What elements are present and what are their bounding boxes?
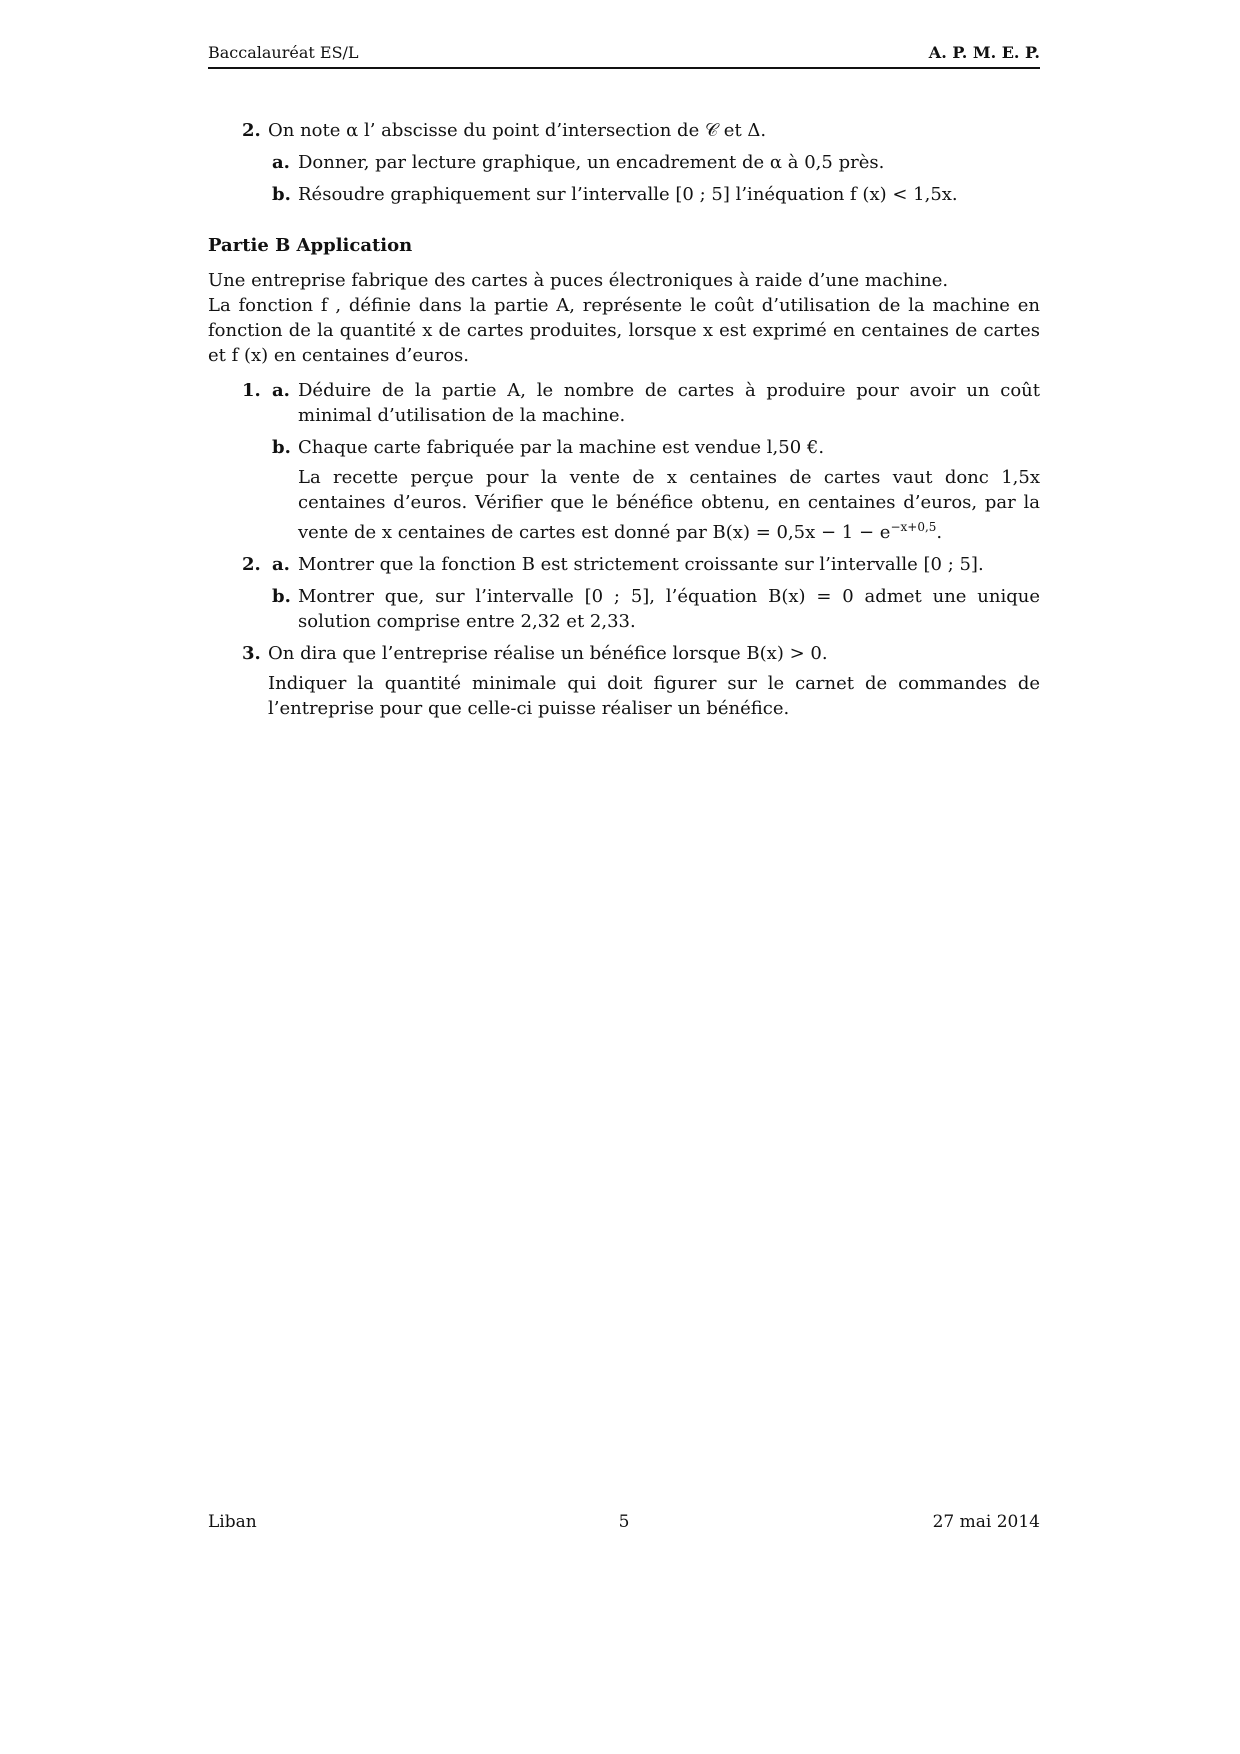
footer-date: 27 mai 2014 <box>932 1512 1040 1532</box>
question-1a <box>208 378 1040 428</box>
subquestion-text: Montrer que, sur l’intervalle [0 ; 5], l’équation B(x) = 0 admet une unique solution comprise entre 2,32 et 2,33. <box>298 586 1040 632</box>
subquestion-text-1: Chaque carte fabriquée par la machine est vendue l,50 €. <box>298 437 825 458</box>
page-number: 5 <box>618 1512 630 1532</box>
question-text: On note α l’ abscisse du point d’intersection de 𝒞 et Δ. <box>268 120 767 141</box>
subquestion-label: a. <box>272 554 290 575</box>
subquestion-label: a. <box>272 380 290 401</box>
subquestion-text: Donner, par lecture graphique, un encadrement de α à 0,5 près. <box>298 152 885 173</box>
intro-line-2: La fonction f , définie dans la partie A, représente le coût d’utilisation de la machine en fonction de la quantité x de cartes produites, lorsque x est exprimé en centaines de cartes et f (x) en centaines d’euros. <box>208 295 1040 366</box>
profit-text: La recette perçue pour la vente de x centaines de cartes vaut donc 1,5x centaines d’euros. Vérifier que le bénéfice obtenu, en centaines d’euros, par la vente de x centaines de cartes est donné par B(x) = 0,5x − 1 − e <box>298 467 1040 543</box>
question-2b-partB <box>208 584 1040 634</box>
subquestion-text: Montrer que la fonction B est strictement croissante sur l’intervalle [0 ; 5]. <box>298 554 984 575</box>
subquestion-label: b. <box>272 184 291 205</box>
header-right: A. P. M. E. P. <box>928 43 1040 62</box>
subquestion-label: b. <box>272 437 291 458</box>
subquestion-label: b. <box>272 586 291 607</box>
footer-left: Liban <box>208 1512 257 1532</box>
page-content <box>208 118 1040 721</box>
question-text-2: Indiquer la quantité minimale qui doit figurer sur le carnet de commandes de l’entreprise pour que celle-ci puisse réaliser un bénéfice. <box>268 673 1040 719</box>
question-2b <box>208 182 1040 207</box>
section-title: Partie B Application <box>208 235 413 256</box>
question-2a-partB <box>208 552 1040 577</box>
intro-line-1: Une entreprise fabrique des cartes à puces électroniques à raide d’une machine. <box>208 270 949 291</box>
subquestion-text: Résoudre graphiquement sur l’intervalle [0 ; 5] l’inéquation f (x) < 1,5x. <box>298 184 958 205</box>
question-1b <box>208 435 1040 545</box>
header-left: Baccalauréat ES/L <box>208 43 359 62</box>
question-3-partB <box>208 641 1040 721</box>
page-header <box>208 43 1040 69</box>
subquestion-text-2 <box>298 465 1040 545</box>
exponent: −x+0,5 <box>890 520 937 534</box>
question-number: 1. <box>242 380 261 401</box>
subquestion-label: a. <box>272 152 290 173</box>
question-2-part-a <box>208 118 1040 143</box>
question-number: 2. <box>242 120 261 141</box>
question-text-1: On dira que l’entreprise réalise un bénéfice lorsque B(x) > 0. <box>268 643 828 664</box>
question-number: 3. <box>242 643 261 664</box>
sentence-end: . <box>936 522 943 543</box>
question-2a <box>208 150 1040 175</box>
subquestion-text: Déduire de la partie A, le nombre de cartes à produire pour avoir un coût minimal d’utilisation de la machine. <box>298 380 1040 426</box>
question-number: 2. <box>242 554 261 575</box>
